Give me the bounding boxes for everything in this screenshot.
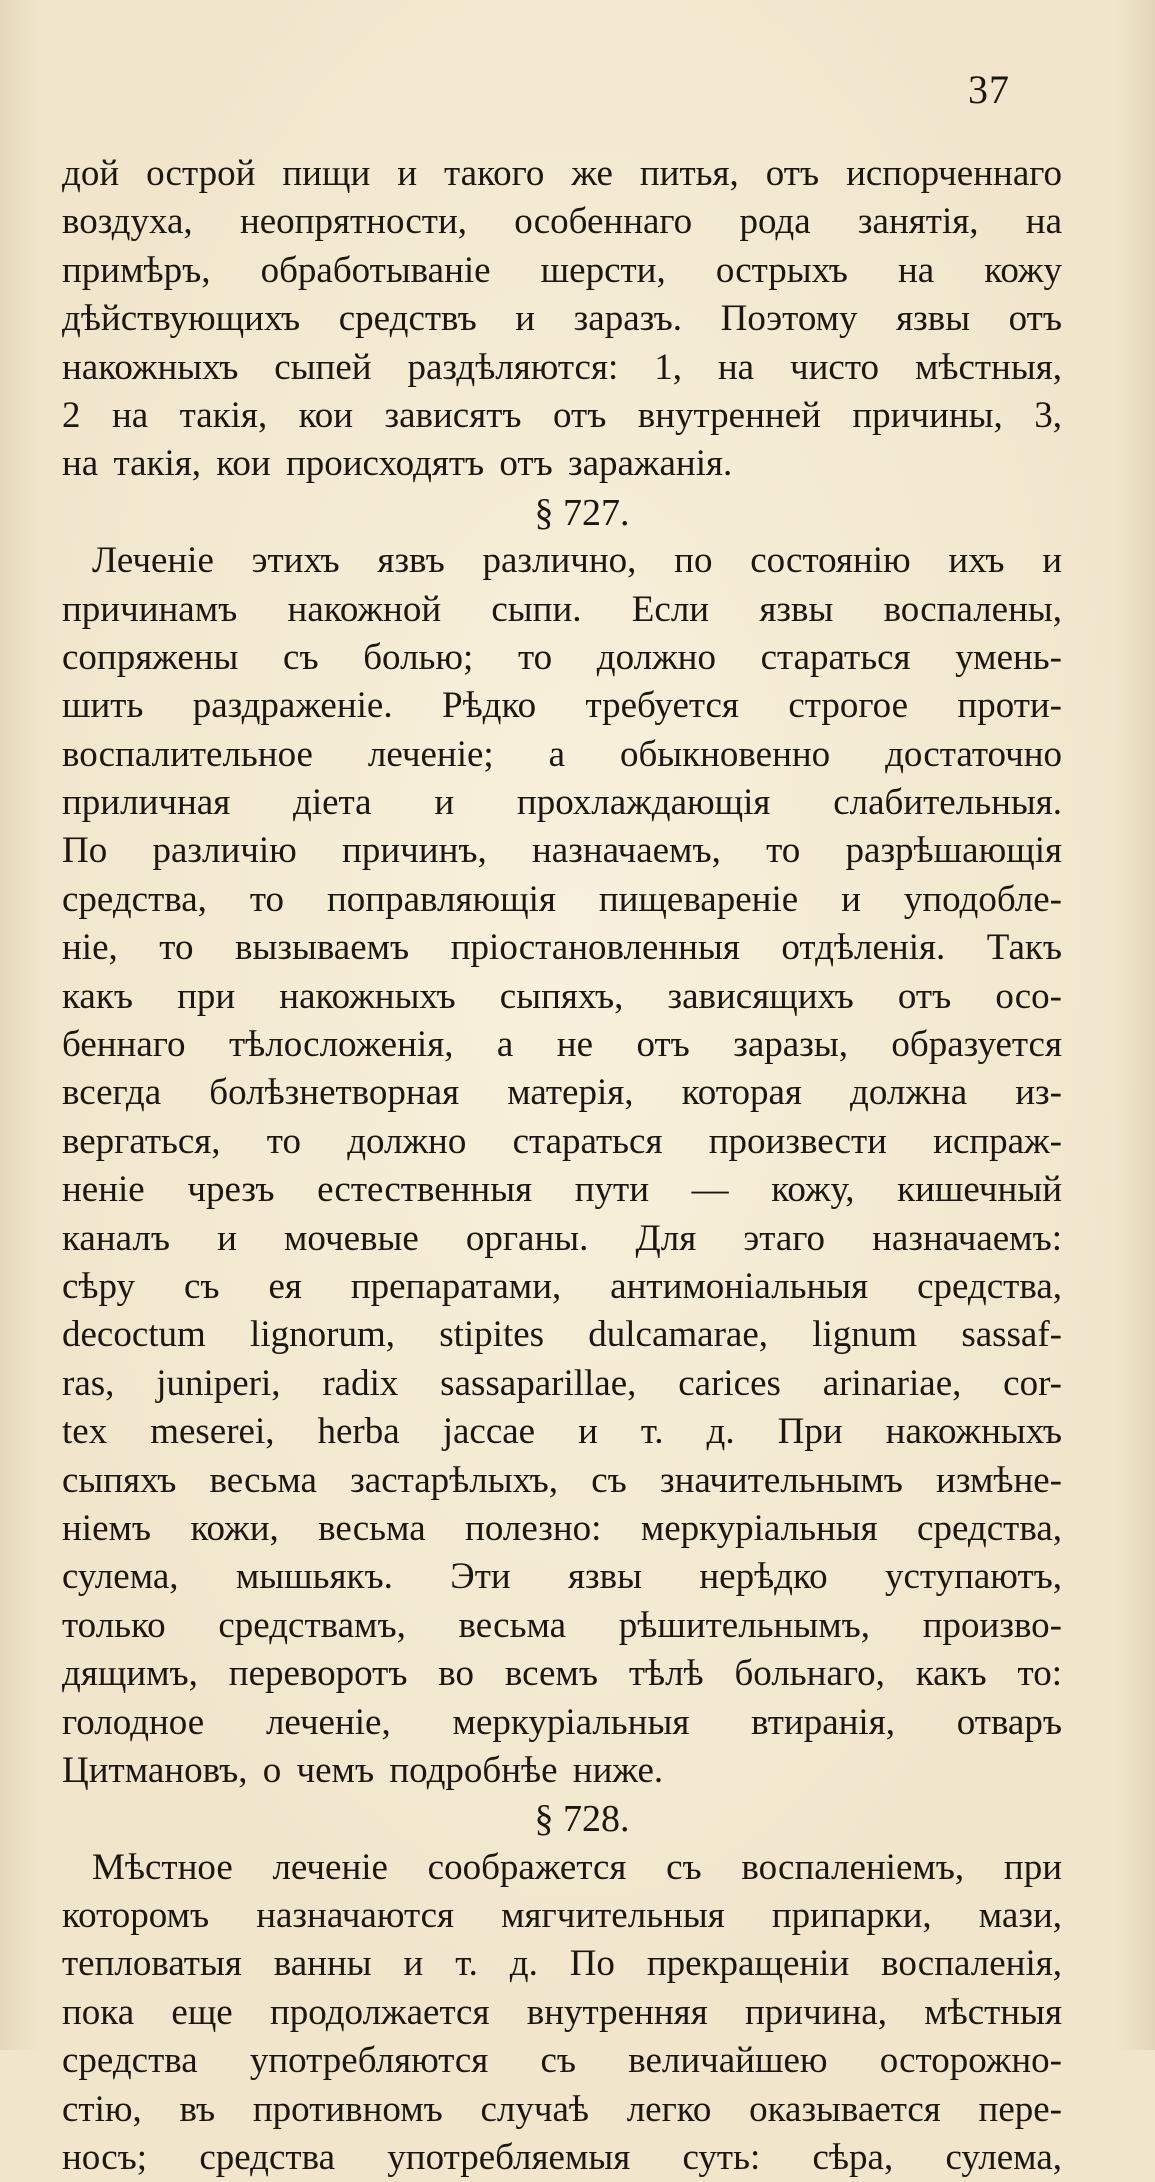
text-line: голодное леченіе, меркуріальныя втиранія, отваръ bbox=[62, 1701, 1062, 1743]
text-line: Цитмановъ, о чемъ подробнѣе ниже. bbox=[62, 1749, 664, 1791]
text-line: дой острой пищи и такого же питья, отъ испорченнаго bbox=[62, 153, 1062, 194]
text-line: каналъ и мочевые органы. Для этаго назначаемъ: bbox=[62, 1217, 1062, 1259]
text-line: средства, то поправляющія пищевареніе и уподобле- bbox=[62, 878, 1062, 920]
text-line: сулема, мышьякъ. Эти язвы нерѣдко уступаютъ, bbox=[62, 1556, 1062, 1598]
text-line: сопряжены съ болью; то должно стараться умень- bbox=[62, 636, 1062, 678]
text-line: шить раздраженіе. Рѣдко требуется строгое проти- bbox=[62, 685, 1062, 727]
text-line: примѣръ, обработываніе шерсти, острыхъ на кожу bbox=[62, 249, 1062, 291]
text-line: пока еще продолжается внутренняя причина, мѣстныя bbox=[62, 1991, 1062, 2033]
text-line: беннаго тѣлосложенія, а не отъ заразы, образуется bbox=[62, 1024, 1062, 1066]
text-line: неніе чрезъ естественныя пути — кожу, кишечный bbox=[62, 1169, 1062, 1211]
text-body bbox=[62, 150, 1062, 2182]
text-line: decoctum lignorum, stipites dulcamarae, lignum sassaf- bbox=[62, 1314, 1062, 1356]
text-line: стію, въ противномъ случаѣ легко оказывается пере- bbox=[62, 2088, 1062, 2130]
text-line: воздуха, неопрятности, особеннаго рода занятія, на bbox=[62, 201, 1062, 243]
text-line: сыпяхъ весьма застарѣлыхъ, съ значительнымъ измѣне- bbox=[62, 1459, 1062, 1501]
text-line: ніемъ кожи, весьма полезно: меркуріальныя средства, bbox=[62, 1507, 1062, 1549]
text-line: Леченіе этихъ язвъ различно, по состоянію ихъ и bbox=[92, 540, 1062, 582]
text-line: 2 на такія, кои зависятъ отъ внутренней причины, 3, bbox=[62, 394, 1062, 436]
text-line: на такія, кои происходятъ отъ заражанія. bbox=[62, 443, 733, 485]
text-line: носъ; средства употребляемыя суть: сѣра, сулема, bbox=[62, 2137, 1062, 2179]
section-heading-727: § 727. bbox=[534, 491, 630, 534]
text-line: приличная діета и прохлаждающія слабительныя. bbox=[62, 782, 1062, 824]
text-line: всегда болѣзнетворная матерія, которая должна из- bbox=[62, 1072, 1062, 1114]
text-line: сѣру съ ея препаратами, антимоніальныя средства, bbox=[62, 1265, 1062, 1307]
text-line: ras, juniperi, radix sassaparillae, carices arinariae, cor- bbox=[62, 1362, 1062, 1404]
text-line: воспалительное леченіе; а обыкновенно достаточно bbox=[62, 733, 1062, 775]
text-line: вергаться, то должно стараться произвести испраж- bbox=[62, 1120, 1062, 1162]
text-line: причинамъ накожной сыпи. Если язвы воспалены, bbox=[62, 588, 1062, 630]
text-line: средства употребляются съ величайшею осторожно- bbox=[62, 2040, 1062, 2082]
text-line: дѣйствующихъ средствъ и заразъ. Поэтому язвы отъ bbox=[62, 298, 1062, 340]
section-heading-728: § 728. bbox=[534, 1798, 630, 1841]
text-line: ніе, то вызываемъ пріостановленныя отдѣленія. Такъ bbox=[62, 927, 1062, 969]
text-line: Мѣстное леченіе соображется съ воспаленіемъ, при bbox=[92, 1846, 1062, 1888]
text-line: накожныхъ сыпей раздѣляются: 1, на чисто мѣстныя, bbox=[62, 346, 1062, 388]
text-line: которомъ назначаются мягчительныя припарки, мази, bbox=[62, 1895, 1062, 1937]
text-line: tex meserei, herba jaccae и т. д. При накожныхъ bbox=[62, 1411, 1062, 1453]
text-line: тепловатыя ванны и т. д. По прекращеніи воспаленія, bbox=[62, 1943, 1062, 1985]
text-line: только средствамъ, весьма рѣшительнымъ, произво- bbox=[62, 1604, 1062, 1646]
text-line: дящимъ, переворотъ во всемъ тѣлѣ больнаго, какъ то: bbox=[62, 1653, 1062, 1695]
text-line: По различію причинъ, назначаемъ, то разрѣшающія bbox=[62, 830, 1062, 872]
page-number: 37 bbox=[968, 67, 1010, 112]
text-line: какъ при накожныхъ сыпяхъ, зависящихъ отъ осо- bbox=[62, 975, 1062, 1017]
